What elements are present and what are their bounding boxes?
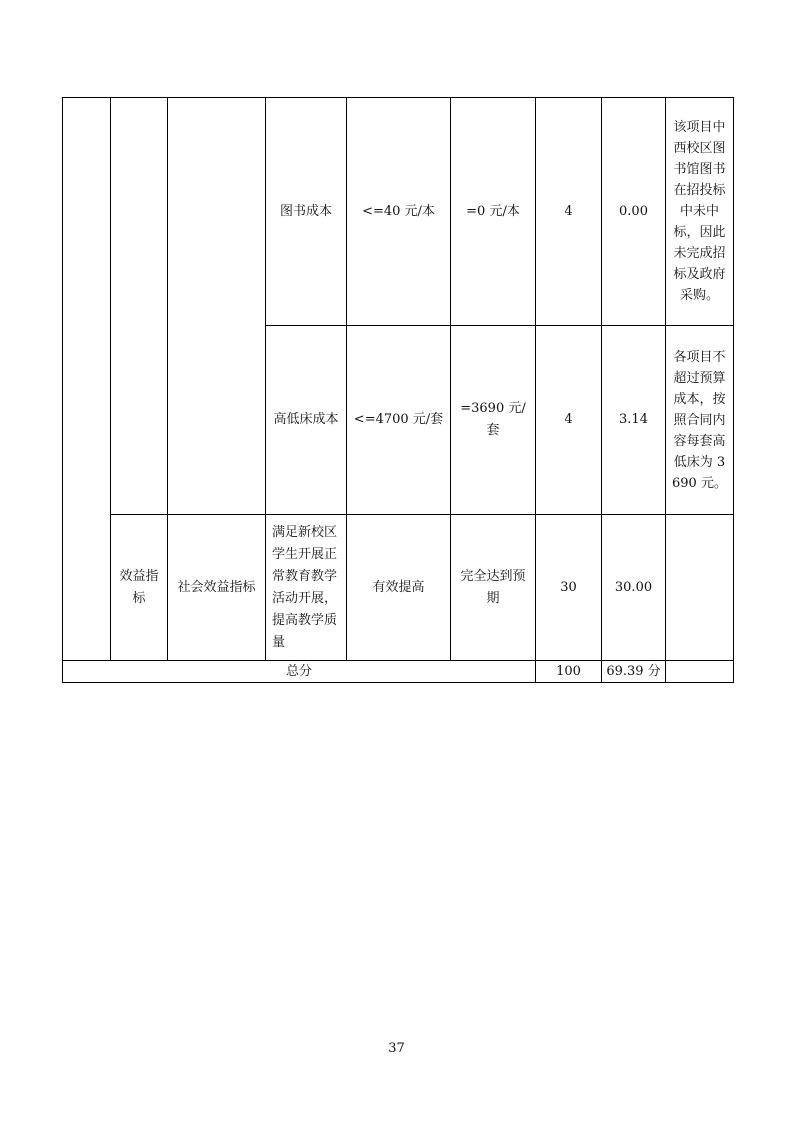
target-cell: <=4700 元/套 [353,412,444,427]
total-weight: 100 [556,663,581,679]
level2-cell: 社会效益指标 [177,579,256,595]
target-cell: <=40 元/本 [362,203,435,219]
actual-cell: =0 元/本 [466,203,520,219]
target-cell: 有效提高 [372,579,425,595]
indicator-cell: 高低床成本 [273,412,339,427]
weight-cell: 30 [560,579,577,595]
score-cell: 3.14 [619,412,648,427]
note-cell: 该项目中西校区图书馆图书在招投标中未中标，因此未完成招标及政府采购。 [673,120,726,303]
note-cell: 各项目不超过预算成本，按照合同内容每套高低床为 3690 元。 [672,349,727,491]
indicator-cell: 满足新校区学生开展正常教育教学活动开展，提高教学质量 [272,524,338,650]
total-label: 总分 [285,663,312,679]
table-right-border [733,97,734,683]
weight-cell: 4 [564,203,573,219]
page-number: 37 [388,1041,405,1056]
total-score: 69.39 分 [606,663,661,679]
level1-cell: 效益指标 [119,568,159,606]
indicator-cell: 图书成本 [279,203,332,219]
actual-cell: =3690 元/套 [460,401,526,438]
score-cell: 0.00 [619,203,648,219]
total-note [666,661,733,682]
score-cell: 30.00 [614,579,653,595]
note-cell [666,515,733,660]
actual-cell: 完全达到预期 [460,568,526,606]
weight-cell: 4 [564,412,573,427]
table-left-border [62,97,63,683]
performance-table [62,97,734,683]
